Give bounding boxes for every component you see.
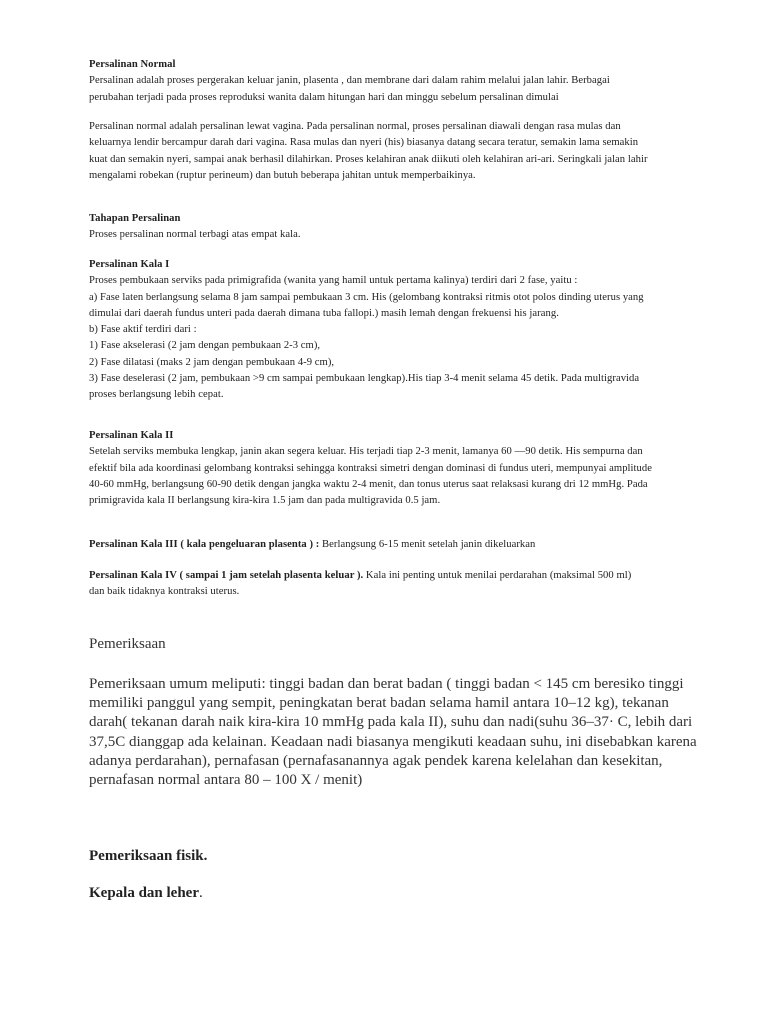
paragraph-line: memiliki panggul yang sempit, peningkatan berat badan selama hamil antara 10–12 kg), tekanan	[89, 695, 669, 712]
paragraph-line: b) Fase aktif terdiri dari :	[89, 324, 197, 336]
paragraph-line: 2) Fase dilatasi (maks 2 jam dengan pembukaan 4-9 cm),	[89, 356, 335, 368]
paragraph-text: Kala ini penting untuk menilai perdarahan (maksimal 500 ml)	[363, 570, 632, 581]
paragraph-line: darah( tekanan darah naik kira-kira 10 mmHg pada kala II), suhu dan nadi(suhu 36–37· C, lebih dari	[89, 714, 693, 731]
paragraph-persalinan-vagina	[89, 119, 689, 184]
paragraph-pemeriksaan-umum	[89, 675, 709, 790]
paragraph-line: Pemeriksaan umum meliputi: tinggi badan dan berat badan ( tinggi badan < 145 cm beresiko tinggi	[89, 676, 684, 692]
paragraph-line: Persalinan normal adalah persalinan lewat vagina. Pada persalinan normal, proses persalinan diawali dengan rasa mulas dan	[89, 121, 621, 132]
paragraph-line: proses berlangsung lebih cepat.	[89, 389, 224, 401]
section-kala-4	[89, 568, 689, 601]
heading-kepala-leher	[89, 885, 203, 902]
section-persalinan-normal	[89, 57, 689, 106]
heading-suffix: .	[199, 885, 203, 901]
paragraph-line: Setelah serviks membuka lengkap, janin akan segera keluar. His terjadi tiap 2-3 menit, lamanya 60 —90 detik. His sempurna dan	[89, 446, 643, 458]
paragraph-line: keluarnya lendir bercampur darah dari vagina. Rasa mulas dan nyeri (his) biasanya datang secara teratur, semakin lama semakin	[89, 137, 639, 149]
section-title: Persalinan Kala I	[89, 259, 170, 270]
section-title: Persalinan Kala III ( kala pengeluaran plasenta ) :	[89, 539, 320, 550]
paragraph-line: Proses pembukaan serviks pada primigrafida (wanita yang hamil untuk pertama kalinya) terdiri dari 2 fase, yaitu :	[89, 275, 578, 287]
section-title: Persalinan Kala II	[89, 430, 174, 441]
paragraph-line: Proses persalinan normal terbagi atas empat kala.	[89, 229, 301, 241]
paragraph-text: Berlangsung 6-15 menit setelah janin dikeluarkan	[319, 539, 536, 550]
paragraph-line: mengalami robekan (ruptur perineum) dan butuh beberapa jahitan untuk memperbaikinya.	[89, 169, 476, 181]
section-tahapan	[89, 211, 689, 244]
paragraph-line: Persalinan adalah proses pergerakan keluar janin, plasenta , dan membrane dari dalam rahim melalui jalan lahir. Berbagai	[89, 75, 610, 87]
paragraph-line: dan baik tidaknya kontraksi uterus.	[89, 586, 240, 598]
paragraph-line: pernafasan normal antara 80 – 100 X / menit)	[89, 772, 363, 789]
paragraph-line: primigravida kala II berlangsung kira-kira 1.5 jam dan pada multigravida 0.5 jam.	[89, 495, 441, 507]
paragraph-line: efektif bila ada koordinasi gelombang kontraksi sehingga kontraksi simetri dengan dominasi di fundus uteri, mempunyai amplitude	[89, 462, 652, 474]
heading-pemeriksaan: Pemeriksaan	[89, 636, 166, 652]
paragraph-line: perubahan terjadi pada proses reproduksi wanita dalam hitungan hari dan minggu sebelum persalinan dimulai	[89, 91, 559, 103]
paragraph-line: 3) Fase deselerasi (2 jam, pembukaan >9 cm sampai pembukaan lengkap).His tiap 3-4 menit selama 45 detik. Pada multigravida	[89, 373, 640, 385]
paragraph-line: dimulai dari daerah fundus unteri pada daerah dimana tuba fallopi.) masih lemah dengan frekuensi his jarang.	[89, 307, 559, 319]
section-kala-2	[89, 428, 689, 509]
heading-pemeriksaan-fisik: Pemeriksaan fisik.	[89, 848, 208, 864]
section-kala-3	[89, 537, 689, 553]
heading-text: Kepala dan leher	[89, 885, 200, 901]
paragraph-line: 1) Fase akselerasi (2 jam dengan pembukaan 2-3 cm),	[89, 340, 321, 352]
section-title: Persalinan Kala IV ( sampai 1 jam setelah plasenta keluar ).	[89, 570, 364, 581]
paragraph-line: kuat dan semakin nyeri, sampai anak berhasil dilahirkan. Proses kelahiran anak diikuti oleh kelahiran ari-ari. Seringkali jalan lahir	[89, 153, 648, 165]
paragraph-line: a) Fase laten berlangsung selama 8 jam sampai pembukaan 3 cm. His (gelombang kontraksi ritmis otot polos dinding uterus yang	[89, 291, 644, 303]
section-kala-1	[89, 257, 689, 404]
paragraph-line: 40-60 mmHg, berlangsung 60-90 detik dengan jangka waktu 2-4 menit, dan tonus uterus saat relaksasi kurang dri 12 mmHg. Pada	[89, 478, 648, 490]
paragraph-line: 37,5C dianggap ada kelainan. Keadaan nadi biasanya mengikuti keadaan suhu, ini disebabkan karena	[89, 733, 697, 750]
paragraph-line: adanya perdarahan), pernafasan (pernafasanannya agak pendek karena kelelahan dan kesekitan,	[89, 752, 663, 769]
section-title: Tahapan Persalinan	[89, 213, 181, 224]
section-title: Persalinan Normal	[89, 59, 176, 70]
